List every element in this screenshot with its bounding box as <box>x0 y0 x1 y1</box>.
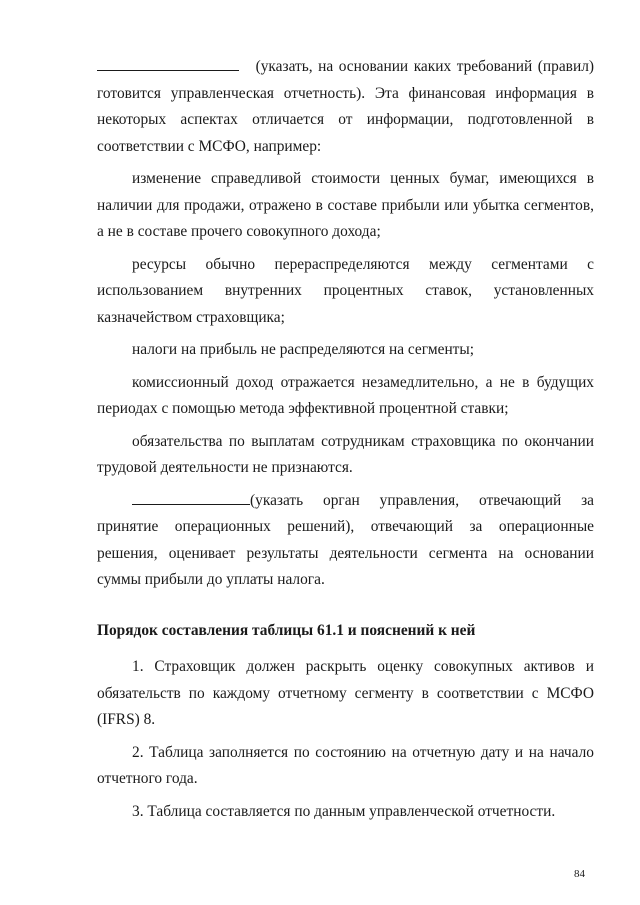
paragraph-resources: ресурсы обычно перераспределяются между сегментами с использованием внутренних процентных ставок, установленных казначейством страховщика; <box>97 255 594 326</box>
blank-line <box>97 58 239 71</box>
blank-line <box>132 492 250 505</box>
paragraph-commission: комиссионный доход отражается незамедлительно, а не в будущих периодах с помощью метода эффективной процентной ставки; <box>97 373 594 417</box>
document-body <box>97 54 594 825</box>
paragraph-obligations: обязательства по выплатам сотрудникам страховщика по окончании трудовой деятельности не признаются. <box>97 432 594 476</box>
page-number: 84 <box>574 868 585 880</box>
list-item-1: 1. Страховщик должен раскрыть оценку совокупных активов и обязательств по каждому отчетному сегменту в соответствии с МСФО (IFRS) 8. <box>97 658 594 728</box>
paragraph-decision-body: (указать орган управления, отвечающий за принятие операционных решений), отвечающий за операционные решения, оценивает результаты деятельности сегмента на основании суммы прибыли до уплаты налога. <box>97 491 594 588</box>
section-heading: Порядок составления таблицы 61.1 и пояснений к ней <box>97 621 476 639</box>
paragraph-taxes: налоги на прибыль не распределяются на сегменты; <box>132 341 475 358</box>
list-item-3: 3. Таблица составляется по данным управленческой отчетности. <box>132 802 556 820</box>
list-item-2: 2. Таблица заполняется по состоянию на отчетную дату и на начало отчетного года. <box>97 743 594 787</box>
paragraph-fair-value: изменение справедливой стоимости ценных бумаг, имеющихся в наличии для продажи, отражено в составе прибыли или убытка сегментов, а не в составе прочего совокупного дохода; <box>97 170 594 240</box>
paragraph-reporting-basis: (указать, на основании каких требований (правил) готовится управленческая отчетность). Эта финансовая информация в некоторых аспектах отличается от информации, подготовленной в соответствии с МСФО, например: <box>97 58 594 155</box>
